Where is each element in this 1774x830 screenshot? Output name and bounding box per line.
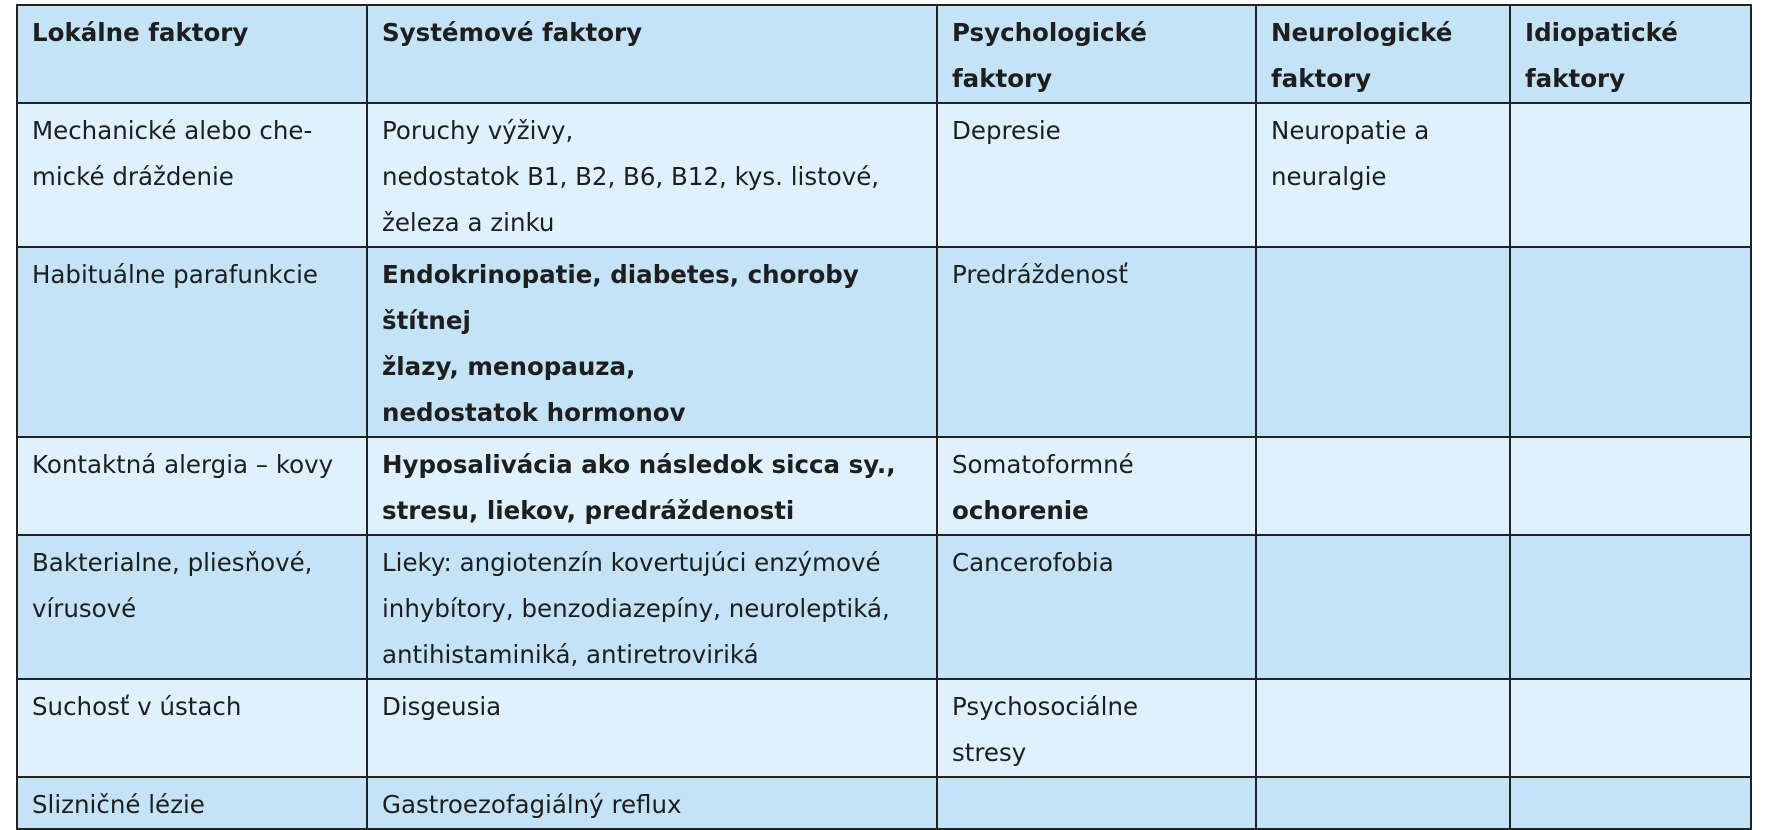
factors-table	[16, 4, 1752, 830]
cell-line: nedostatok B1, B2, B6, B12, kys. listové,	[382, 162, 880, 191]
table-header-row	[17, 5, 1751, 103]
cell-line: Suchosť v ústach	[32, 692, 242, 721]
cell-line: Bakterialne, pliesňové,	[32, 548, 313, 577]
cell-line: Lieky: angiotenzín kovertujúci enzýmové	[382, 548, 881, 577]
table-row	[17, 103, 1751, 247]
cell-psychological	[937, 103, 1256, 247]
cell-line: Neuropatie a	[1271, 116, 1430, 145]
cell-psychological	[937, 437, 1256, 535]
cell-neurological	[1256, 247, 1510, 437]
table-row	[17, 535, 1751, 679]
cell-systemic	[367, 535, 937, 679]
table-row	[17, 777, 1751, 829]
cell-idiopathic	[1510, 535, 1751, 679]
cell-line: Psychosociálne	[952, 692, 1139, 721]
cell-line: Kontaktná alergia – kovy	[32, 450, 334, 479]
cell-line: Mechanické alebo che-	[32, 116, 313, 145]
cell-line: nedostatok hormonov	[382, 398, 686, 427]
cell-systemic	[367, 247, 937, 437]
header-idiopathic-factors: Idiopatické faktory	[1510, 5, 1751, 103]
cell-line: Disgeusia	[382, 692, 502, 721]
cell-psychological	[937, 535, 1256, 679]
cell-neurological	[1256, 103, 1510, 247]
cell-line: mické dráždenie	[32, 162, 234, 191]
cell-line: inhybítory, benzodiazepíny, neuroleptiká,	[382, 594, 890, 623]
cell-line: stresu, liekov, predráždenosti	[382, 496, 795, 525]
cell-neurological	[1256, 679, 1510, 777]
cell-line: ochorenie	[952, 496, 1089, 525]
cell-psychological	[937, 679, 1256, 777]
cell-line: Somatoformné	[952, 450, 1134, 479]
cell-line: Endokrinopatie, diabetes, choroby štítnej	[382, 260, 859, 335]
table-row	[17, 247, 1751, 437]
cell-idiopathic	[1510, 437, 1751, 535]
factors-table-container	[16, 4, 1750, 830]
cell-local	[17, 679, 367, 777]
cell-line: stresy	[952, 738, 1027, 767]
cell-line: žlazy, menopauza,	[382, 352, 636, 381]
cell-local	[17, 437, 367, 535]
cell-local	[17, 535, 367, 679]
cell-systemic	[367, 777, 937, 829]
cell-line: Poruchy výživy,	[382, 116, 574, 145]
cell-psychological	[937, 777, 1256, 829]
cell-systemic	[367, 679, 937, 777]
cell-local	[17, 103, 367, 247]
cell-line: železa a zinku	[382, 208, 555, 237]
cell-local	[17, 247, 367, 437]
header-systemic-factors: Systémové faktory	[367, 5, 937, 103]
cell-idiopathic	[1510, 679, 1751, 777]
cell-idiopathic	[1510, 777, 1751, 829]
cell-line: Depresie	[952, 116, 1061, 145]
cell-systemic	[367, 103, 937, 247]
cell-psychological	[937, 247, 1256, 437]
cell-line: Hyposalivácia ako následok sicca sy.,	[382, 450, 896, 479]
cell-systemic	[367, 437, 937, 535]
cell-idiopathic	[1510, 103, 1751, 247]
cell-line: antihistaminiká, antiretroviriká	[382, 640, 759, 669]
cell-line: vírusové	[32, 594, 137, 623]
cell-line: Gastroezofagiálný reflux	[382, 790, 682, 819]
cell-line: Cancerofobia	[952, 548, 1114, 577]
cell-neurological	[1256, 437, 1510, 535]
cell-neurological	[1256, 777, 1510, 829]
cell-line: Predráždenosť	[952, 260, 1128, 289]
header-neurological-factors: Neurologické faktory	[1256, 5, 1510, 103]
table-row	[17, 437, 1751, 535]
cell-line: Habituálne parafunkcie	[32, 260, 319, 289]
cell-line: Slizničné lézie	[32, 790, 205, 819]
cell-idiopathic	[1510, 247, 1751, 437]
cell-local	[17, 777, 367, 829]
cell-neurological	[1256, 535, 1510, 679]
cell-line: neuralgie	[1271, 162, 1387, 191]
table-row	[17, 679, 1751, 777]
header-psychological-factors: Psychologické faktory	[937, 5, 1256, 103]
header-local-factors: Lokálne faktory	[17, 5, 367, 103]
